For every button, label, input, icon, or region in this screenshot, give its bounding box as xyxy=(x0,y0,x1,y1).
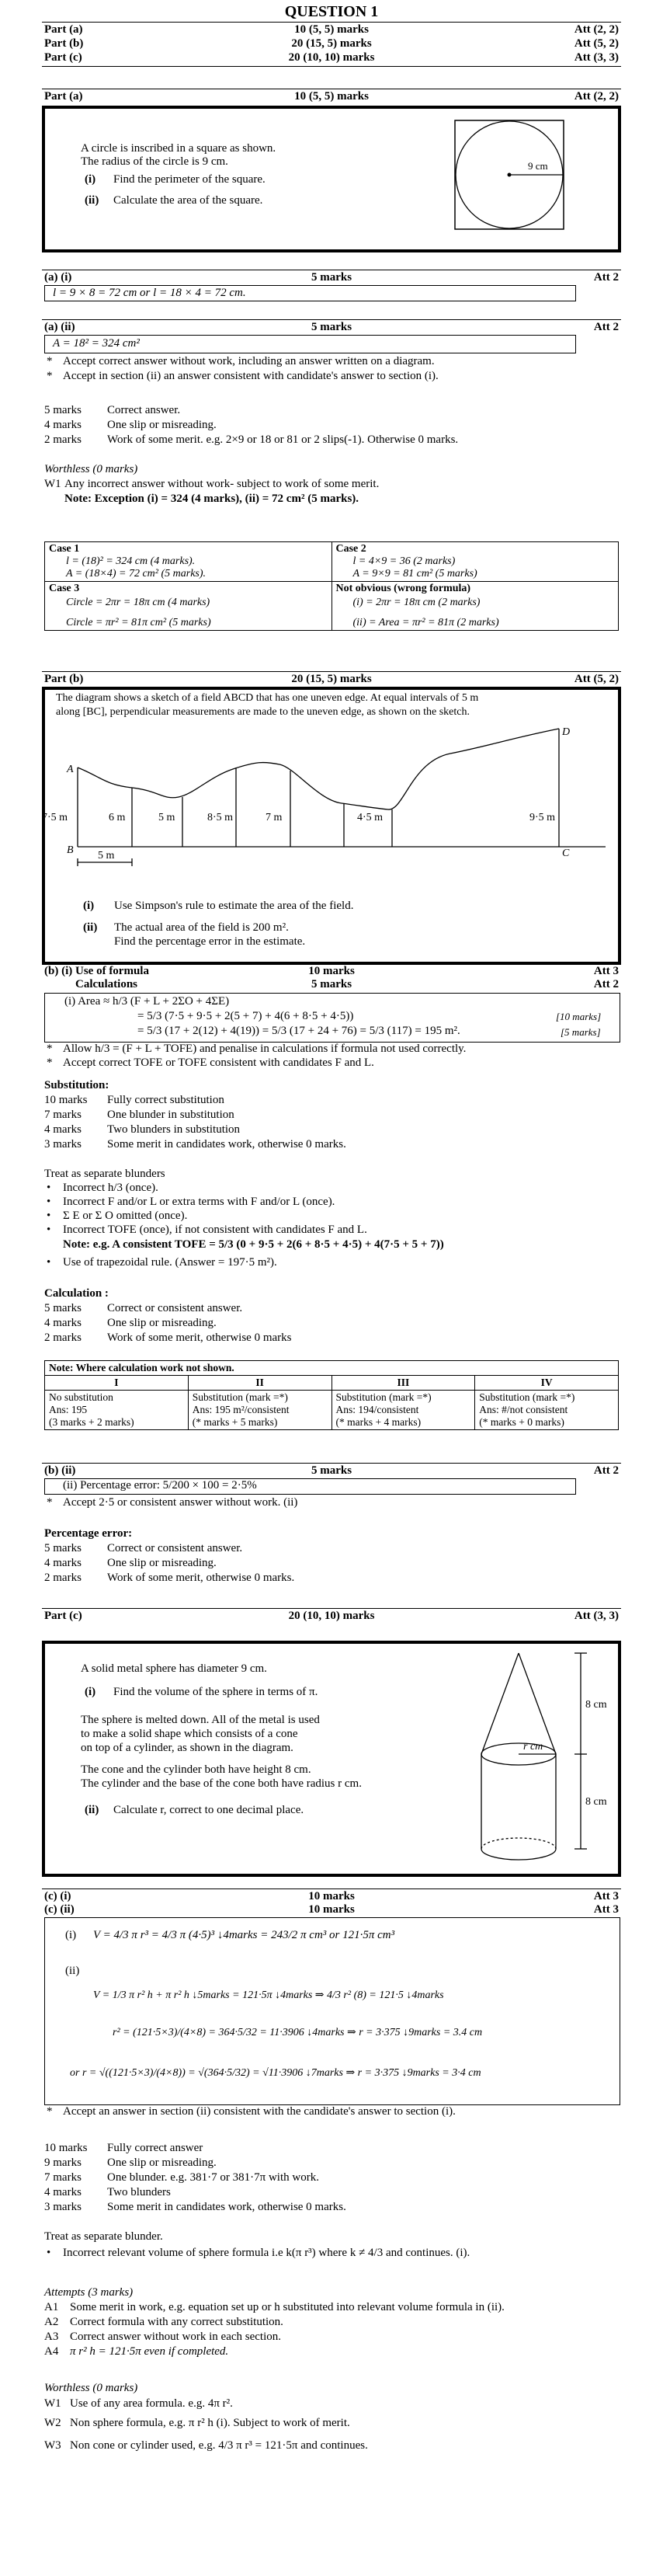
work-line: (i) Area ≈ h/3 (F + L + 2ΣO + 4ΣE) xyxy=(64,995,230,1008)
work-line: V = 4/3 π r³ = 4/3 π (4·5)³ ↓4marks = 243/2 π cm³ or 121·5π cm³ xyxy=(93,1929,395,1941)
bullet: • xyxy=(47,1196,51,1208)
worthless-title: Worthless (0 marks) xyxy=(44,2382,138,2394)
mark-label: 7 marks xyxy=(44,1109,82,1121)
attempts-title: Attempts (3 marks) xyxy=(44,2286,134,2299)
worthless-text: Use of any area formula. e.g. 4π r². xyxy=(70,2397,233,2410)
attempt-text: Some merit in work, e.g. equation set up or h substituted into relevant volume formula in (ii). xyxy=(70,2301,505,2313)
code-label: W1 xyxy=(44,478,61,490)
blunder-text: Incorrect F and/or L or extra terms with F and/or L (once). xyxy=(63,1196,335,1208)
mark-label: 4 marks xyxy=(44,1317,82,1329)
mark-label: 10 marks xyxy=(44,2142,88,2154)
question-text: along [BC], perpendicular measurements are made to the uneven edge, as shown on the sketch. xyxy=(56,706,470,718)
divider xyxy=(42,66,621,67)
question-text: The diagram shows a sketch of a field ABCD that has one uneven edge. At equal intervals of 5 m xyxy=(56,692,479,704)
mark-desc: One blunder. e.g. 381·7 or 381·7π with work. xyxy=(107,2171,319,2184)
answer-text: l = 9 × 8 = 72 cm or l = 18 × 4 = 72 cm. xyxy=(53,287,246,299)
summary-row: Part (b) 20 (15, 5) marks Att (5, 2) xyxy=(44,37,619,50)
height-label: 7·5 m xyxy=(42,812,68,823)
work-number: (i) xyxy=(65,1929,77,1941)
mark-label: 4 marks xyxy=(44,419,82,431)
question-text: A solid metal sphere has diameter 9 cm. xyxy=(81,1662,267,1675)
mark-label: 5 marks xyxy=(44,1542,82,1554)
bullet: • xyxy=(47,1182,51,1194)
question-number: (i) xyxy=(83,900,95,912)
divider xyxy=(42,319,621,320)
mark-desc: Fully correct substitution xyxy=(107,1094,224,1106)
part-a-header: Part (a) 10 (5, 5) marks Att (2, 2) xyxy=(44,90,619,103)
question-text: Calculate r, correct to one decimal place. xyxy=(113,1804,304,1816)
part-c-header: Part (c) 20 (10, 10) marks Att (3, 3) xyxy=(44,1610,619,1622)
mark-desc: Work of some merit, otherwise 0 marks. xyxy=(107,1572,295,1584)
mark-desc: Correct or consistent answer. xyxy=(107,1542,243,1554)
question-text: to make a solid shape which consists of a cone xyxy=(81,1728,298,1740)
divider xyxy=(42,22,621,23)
section-title: Treat as separate blunder. xyxy=(44,2230,163,2243)
height-label: 6 m xyxy=(109,812,126,823)
blunder-note: Note: e.g. A consistent TOFE = 5/3 (0 + 9·5 + 2(6 + 8·5 + 4·5) + 4(7·5 + 5 + 7)) xyxy=(63,1238,444,1251)
mark-desc: One slip or misreading. xyxy=(107,1557,217,1569)
radius-label: r cm xyxy=(523,1741,543,1753)
calculation-table: Note: Where calculation work not shown. I II III IV No substitution Ans: 195 (3 marks + 2 marks) Substitution (mark =*) Ans: 195 m²/consistent (* marks + 5 marks) Substitution (mark =*) Ans: 194/consistent (* marks + 4 marks) Substitution (mark =*) Ans: #/not consistent (* marks + 0 marks) xyxy=(44,1360,619,1430)
question-number: (ii) xyxy=(85,194,99,207)
mark-label: 4 marks xyxy=(44,2186,82,2198)
vertex-label: A xyxy=(67,764,74,775)
code-label: W1 xyxy=(44,2397,61,2410)
vertex-label: C xyxy=(562,848,570,859)
question-text: Use Simpson's rule to estimate the area of the field. xyxy=(114,900,354,912)
mark-tag: [10 marks] xyxy=(556,1011,602,1022)
section-title: Calculation : xyxy=(44,1287,109,1300)
work-line: V = 1/3 π r² h + π r² h ↓5marks = 121·5π ↓4marks ⇒ 4/3 r² (8) = 121·5 ↓4marks xyxy=(93,1989,444,2001)
work-line: = 5/3 (17 + 2(12) + 4(19)) = 5/3 (17 + 24 + 76) = 5/3 (117) = 195 m². xyxy=(137,1025,460,1037)
note-text: Allow h/3 = (F + L + TOFE) and penalise in calculations if formula not used correctly. xyxy=(63,1043,467,1055)
bullet: • xyxy=(47,2247,51,2259)
bullet: * xyxy=(47,1057,53,1069)
mark-desc: One blunder in substitution xyxy=(107,1109,234,1121)
mark-desc: Work of some merit. e.g. 2×9 or 18 or 81 or 2 slips(-1). Otherwise 0 marks. xyxy=(107,433,459,446)
part-cii-header: (c) (ii) 10 marks Att 3 xyxy=(44,1903,619,1916)
part-bi-header: Calculations 5 marks Att 2 xyxy=(75,978,619,990)
question-number: (i) xyxy=(85,1686,96,1698)
mark-desc: Some merit in candidates work, otherwise 0 marks. xyxy=(107,1138,346,1150)
bullet: • xyxy=(47,1224,51,1236)
mark-label: 3 marks xyxy=(44,2201,82,2213)
blunder-text: Incorrect TOFE (once), if not consistent with candidates F and L. xyxy=(63,1224,367,1236)
blunder-text: Σ E or Σ O omitted (once). xyxy=(63,1210,188,1222)
question-text: on top of a cylinder, as shown in the diagram. xyxy=(81,1742,293,1754)
code-label: W3 xyxy=(44,2439,61,2452)
question-text: The sphere is melted down. All of the metal is used xyxy=(81,1714,320,1726)
question-text: Find the volume of the sphere in terms of π. xyxy=(113,1686,318,1698)
height-label: 9·5 m xyxy=(529,812,556,823)
vertex-label: D xyxy=(562,726,571,738)
work-line: or r = √((121·5×3)/(4×8)) = √(364·5/32) = √11·3906 ↓7marks ⇒ r = 3·375 ↓9marks = 3·4 cm xyxy=(70,2067,481,2079)
blunder-text: Incorrect relevant volume of sphere formula i.e k(π r³) where k ≠ 4/3 and continues. (i). xyxy=(63,2247,470,2259)
worthless-note: Note: Exception (i) = 324 (4 marks), (ii) = 72 cm² (5 marks). xyxy=(64,493,359,505)
mark-label: 4 marks xyxy=(44,1123,82,1136)
height-label: 7 m xyxy=(266,812,283,823)
mark-label: 7 marks xyxy=(44,2171,82,2184)
answer-text: (ii) Percentage error: 5/200 × 100 = 2·5% xyxy=(63,1479,257,1492)
mark-label: 5 marks xyxy=(44,404,82,416)
question-text: The cylinder and the base of the cone both have radius r cm. xyxy=(81,1777,362,1790)
note-text: Accept an answer in section (ii) consistent with the candidate's answer to section (i). xyxy=(63,2105,456,2118)
mark-label: 5 marks xyxy=(44,1302,82,1314)
radius-label: 9 cm xyxy=(528,160,548,172)
part-b-header: Part (b) 20 (15, 5) marks Att (5, 2) xyxy=(44,673,619,685)
question-text: Find the percentage error in the estimate. xyxy=(114,935,306,948)
work-number: (ii) xyxy=(65,1965,80,1977)
mark-label: 4 marks xyxy=(44,1557,82,1569)
divider xyxy=(42,671,621,672)
note-text: Accept 2·5 or consistent answer without work. (ii) xyxy=(63,1496,298,1509)
mark-desc: Some merit in candidates work, otherwise 0 marks. xyxy=(107,2201,346,2213)
code-label: W2 xyxy=(44,2417,61,2429)
code-label: A3 xyxy=(44,2331,59,2343)
mark-desc: Correct or consistent answer. xyxy=(107,1302,243,1314)
note-text: Accept correct answer without work, including an answer written on a diagram. xyxy=(63,355,435,367)
mark-tag: [5 marks] xyxy=(561,1026,601,1038)
height-label: 8·5 m xyxy=(207,812,234,823)
part-aii-header: (a) (ii) 5 marks Att 2 xyxy=(44,321,619,333)
answer-text: A = 18² = 324 cm² xyxy=(53,337,140,350)
question-number: (ii) xyxy=(85,1804,99,1816)
page-title: QUESTION 1 xyxy=(284,3,379,20)
mark-label: 2 marks xyxy=(44,1332,82,1344)
mark-label: 9 marks xyxy=(44,2157,82,2169)
cone-cylinder-figure xyxy=(474,1645,613,1871)
part-ai-header: (a) (i) 5 marks Att 2 xyxy=(44,271,619,284)
mark-label: 2 marks xyxy=(44,433,82,446)
part-ci-header: (c) (i) 10 marks Att 3 xyxy=(44,1890,619,1902)
blunder-text: Use of trapezoidal rule. (Answer = 197·5 m²). xyxy=(63,1256,277,1269)
attempt-text: Correct answer without work in each section. xyxy=(70,2331,281,2343)
question-number: (ii) xyxy=(83,921,98,934)
question-text: The actual area of the field is 200 m². xyxy=(114,921,289,934)
field-figure xyxy=(42,722,613,886)
section-title: Percentage error: xyxy=(44,1527,133,1540)
mark-desc: One slip or misreading. xyxy=(107,1317,217,1329)
height-label: 8 cm xyxy=(585,1796,607,1808)
attempt-text: π r² h = 121·5π even if completed. xyxy=(70,2345,229,2358)
worthless-text: Non sphere formula, e.g. π r² h (i). Subject to work of merit. xyxy=(70,2417,350,2429)
vertex-label: B xyxy=(67,844,74,856)
divider xyxy=(42,1463,621,1464)
mark-label: 3 marks xyxy=(44,1138,82,1150)
work-line: r² = (121·5×3)/(4×8) = 364·5/32 = 11·3906 ↓4marks ⇒ r = 3·375 ↓9marks = 3.4 cm xyxy=(113,2027,483,2038)
mark-desc: Correct answer. xyxy=(107,404,181,416)
mark-label: 2 marks xyxy=(44,1572,82,1584)
mark-desc: Two blunders xyxy=(107,2186,171,2198)
summary-row: Part (a) 10 (5, 5) marks Att (2, 2) xyxy=(44,23,619,36)
interval-label: 5 m xyxy=(98,850,115,862)
part-bii-header: (b) (ii) 5 marks Att 2 xyxy=(44,1464,619,1477)
bullet: * xyxy=(47,370,53,382)
mark-label: 10 marks xyxy=(44,1094,88,1106)
question-text: The radius of the circle is 9 cm. xyxy=(81,155,228,168)
question-number: (i) xyxy=(85,173,96,186)
question-text: The cone and the cylinder both have height 8 cm. xyxy=(81,1763,311,1776)
code-label: A4 xyxy=(44,2345,59,2358)
part-bi-header: (b) (i) Use of formula 10 marks Att 3 xyxy=(44,965,619,977)
divider xyxy=(42,963,621,964)
mark-desc: Work of some merit, otherwise 0 marks xyxy=(107,1332,292,1344)
mark-desc: Two blunders in substitution xyxy=(107,1123,241,1136)
circle-in-square-figure xyxy=(447,117,587,234)
question-text: Find the perimeter of the square. xyxy=(113,173,266,186)
worthless-title: Worthless (0 marks) xyxy=(44,463,138,475)
work-line: = 5/3 (7·5 + 9·5 + 2(5 + 7) + 4(6 + 8·5 + 4·5)) xyxy=(137,1010,354,1022)
section-title: Substitution: xyxy=(44,1079,109,1091)
height-label: 8 cm xyxy=(585,1699,607,1711)
worthless-text: Non cone or cylinder used, e.g. 4/3 π r³ = 121·5π and continues. xyxy=(70,2439,368,2452)
bullet: • xyxy=(47,1210,51,1222)
divider xyxy=(42,1888,621,1889)
bullet: * xyxy=(47,1043,53,1055)
note-text: Accept correct TOFE or TOFE consistent with candidates F and L. xyxy=(63,1057,374,1069)
mark-desc: One slip or misreading. xyxy=(107,2157,217,2169)
bullet: * xyxy=(47,2105,53,2118)
code-label: A2 xyxy=(44,2316,59,2328)
bullet: * xyxy=(47,355,53,367)
bullet: * xyxy=(47,1496,53,1509)
note-text: Accept in section (ii) an answer consistent with candidate's answer to section (i). xyxy=(63,370,439,382)
attempt-text: Correct formula with any correct substitution. xyxy=(70,2316,283,2328)
question-text: A circle is inscribed in a square as shown. xyxy=(81,142,276,155)
worthless-text: Any incorrect answer without work- subject to work of some merit. xyxy=(64,478,380,490)
divider xyxy=(42,1608,621,1609)
section-title: Treat as separate blunders xyxy=(44,1168,165,1180)
mark-desc: One slip or misreading. xyxy=(107,419,217,431)
bullet: • xyxy=(47,1256,51,1269)
mark-desc: Fully correct answer xyxy=(107,2142,203,2154)
height-label: 4·5 m xyxy=(357,812,384,823)
code-label: A1 xyxy=(44,2301,59,2313)
summary-row: Part (c) 20 (10, 10) marks Att (3, 3) xyxy=(44,51,619,64)
question-text: Calculate the area of the square. xyxy=(113,194,263,207)
cases-table: Case 1 l = (18)² = 324 cm (4 marks). A = (18×4) = 72 cm² (5 marks). Case 2 l = 4×9 = 36 (2 marks) A = 9×9 = 81 cm² (5 marks) Case 3 Circle = 2πr = 18π cm (4 marks) Circle = πr² = 81π cm² (5 marks) Not obvious (wrong formula) (i) = 2πr = 18π cm (2 marks) (ii) = Area = πr² = 81π (2 marks) xyxy=(44,541,619,631)
height-label: 5 m xyxy=(158,812,175,823)
blunder-text: Incorrect h/3 (once). xyxy=(63,1182,158,1194)
